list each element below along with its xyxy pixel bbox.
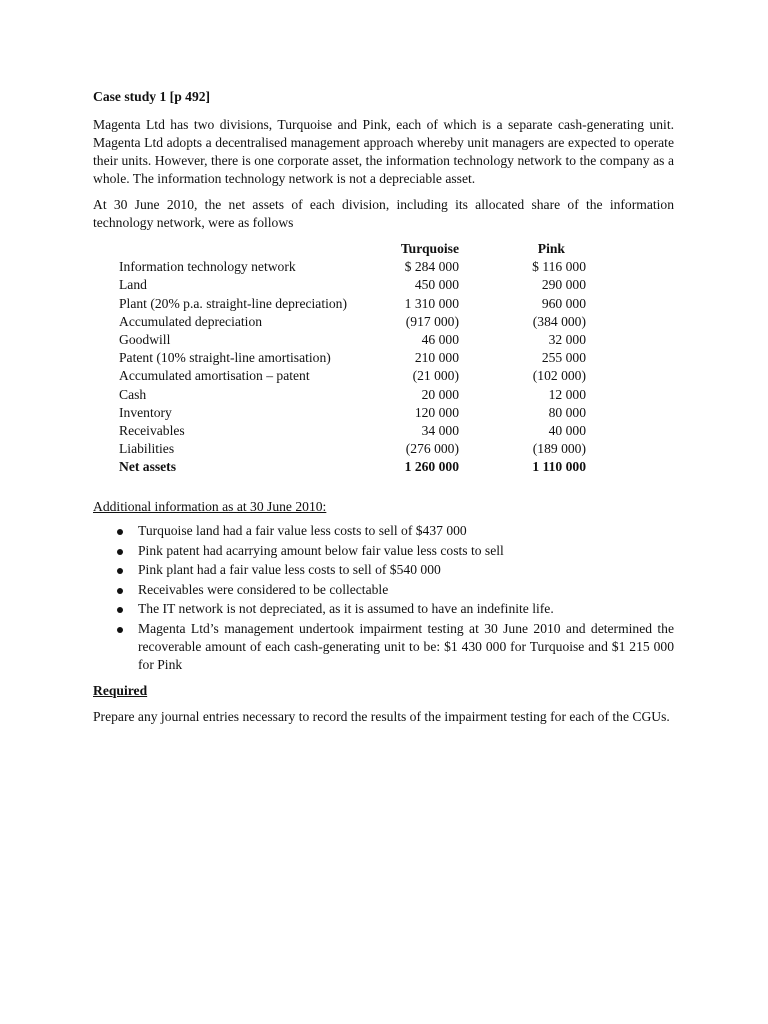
total-turquoise-value: 1 260 000 bbox=[404, 459, 459, 475]
table-row bbox=[119, 276, 586, 294]
row-turquoise-value: (917 000) bbox=[405, 313, 459, 329]
row-label: Information technology network bbox=[119, 259, 296, 275]
table-header-row bbox=[119, 240, 586, 258]
row-pink-value: 290 000 bbox=[541, 277, 586, 293]
table-row bbox=[119, 386, 586, 404]
table-row bbox=[119, 349, 586, 367]
row-turquoise-value: $ 284 000 bbox=[404, 259, 459, 275]
bullet-icon bbox=[117, 549, 123, 555]
additional-info-list bbox=[93, 522, 674, 674]
list-item-text: Magenta Ltd’s management undertook impairment testing at 30 June 2010 and determined the recoverable amount of each cash-generating unit to be: $1 430 000 for Turquoise and $1 215 000 for Pink bbox=[138, 620, 674, 672]
row-label: Cash bbox=[119, 386, 147, 402]
table-row bbox=[119, 367, 586, 385]
row-pink-value: 40 000 bbox=[548, 422, 586, 438]
table-row bbox=[119, 331, 586, 349]
required-heading: Required bbox=[93, 682, 148, 698]
list-item-text: Pink patent had acarrying amount below fair value less costs to sell bbox=[138, 542, 504, 558]
list-item-text: Receivables were considered to be collectable bbox=[138, 581, 389, 597]
row-turquoise-value: 20 000 bbox=[421, 386, 459, 402]
row-label: Patent (10% straight-line amortisation) bbox=[119, 350, 331, 366]
list-item bbox=[93, 581, 674, 599]
row-turquoise-value: 450 000 bbox=[414, 277, 459, 293]
intro-paragraph: Magenta Ltd has two divisions, Turquoise and Pink, each of which is a separate cash-generating unit. Magenta Ltd adopts a decentralised management approach whereby unit managers are expected to operate their units. However, there is one corporate asset, the information technology network to the company as a whole. The information technology network is not a depreciable asset. bbox=[93, 117, 674, 186]
row-turquoise-value: 34 000 bbox=[421, 422, 459, 438]
table-header-pink bbox=[459, 240, 586, 258]
row-pink-value: 255 000 bbox=[541, 350, 586, 366]
net-assets-table bbox=[119, 240, 586, 476]
row-pink-value: (102 000) bbox=[532, 368, 586, 384]
bullet-icon bbox=[117, 627, 123, 633]
list-item-text: Pink plant had a fair value less costs to sell of $540 000 bbox=[138, 562, 441, 578]
row-pink-value: (384 000) bbox=[532, 313, 586, 329]
table-row bbox=[119, 313, 586, 331]
row-label: Receivables bbox=[119, 422, 185, 438]
row-pink-value: 960 000 bbox=[541, 295, 586, 311]
total-pink-value: 1 110 000 bbox=[532, 459, 586, 475]
row-pink-value: 80 000 bbox=[548, 404, 586, 420]
table-row bbox=[119, 404, 586, 422]
row-pink-value: $ 116 000 bbox=[532, 259, 586, 275]
pink-header-text: Pink bbox=[537, 241, 565, 257]
row-label: Goodwill bbox=[119, 332, 171, 348]
table-total-row bbox=[119, 458, 586, 476]
row-pink-value: (189 000) bbox=[532, 441, 586, 457]
list-item-text: The IT network is not depreciated, as it is assumed to have an indefinite life. bbox=[138, 601, 554, 617]
table-row bbox=[119, 422, 586, 440]
bullet-icon bbox=[117, 607, 123, 613]
row-label: Plant (20% p.a. straight-line depreciation) bbox=[119, 295, 348, 311]
document-page bbox=[93, 88, 674, 734]
row-turquoise-value: (276 000) bbox=[405, 441, 459, 457]
list-item bbox=[93, 561, 674, 579]
row-label: Inventory bbox=[119, 404, 172, 420]
bullet-icon bbox=[117, 568, 123, 574]
total-label: Net assets bbox=[119, 459, 177, 475]
table-header-turquoise bbox=[387, 240, 459, 258]
additional-info-heading: Additional information as at 30 June 2010: bbox=[93, 499, 327, 515]
row-turquoise-value: 210 000 bbox=[414, 350, 459, 366]
turquoise-header-text: Turquoise bbox=[400, 241, 459, 257]
row-label: Land bbox=[119, 277, 147, 293]
list-item bbox=[93, 542, 674, 560]
row-label: Accumulated depreciation bbox=[119, 313, 263, 329]
list-item-text: Turquoise land had a fair value less costs to sell of $437 000 bbox=[138, 523, 467, 539]
row-label: Liabilities bbox=[119, 441, 175, 457]
row-turquoise-value: (21 000) bbox=[412, 368, 459, 384]
row-turquoise-value: 46 000 bbox=[421, 332, 459, 348]
table-header-label bbox=[119, 240, 387, 258]
table-row bbox=[119, 440, 586, 458]
required-text: Prepare any journal entries necessary to record the results of the impairment testing for each of the CGUs. bbox=[93, 708, 670, 724]
table-row bbox=[119, 295, 586, 313]
row-pink-value: 32 000 bbox=[548, 332, 586, 348]
list-item bbox=[93, 600, 674, 618]
case-study-title: Case study 1 [p 492] bbox=[93, 89, 211, 104]
bullet-icon bbox=[117, 588, 123, 594]
net-assets-intro: At 30 June 2010, the net assets of each division, including its allocated share of the information technology network, were as follows bbox=[93, 197, 674, 230]
list-item bbox=[93, 522, 674, 540]
table-row bbox=[119, 258, 586, 276]
row-pink-value: 12 000 bbox=[548, 386, 586, 402]
row-turquoise-value: 1 310 000 bbox=[404, 295, 459, 311]
list-item bbox=[93, 620, 674, 674]
row-label: Accumulated amortisation – patent bbox=[119, 368, 310, 384]
bullet-icon bbox=[117, 529, 123, 535]
row-turquoise-value: 120 000 bbox=[414, 404, 459, 420]
